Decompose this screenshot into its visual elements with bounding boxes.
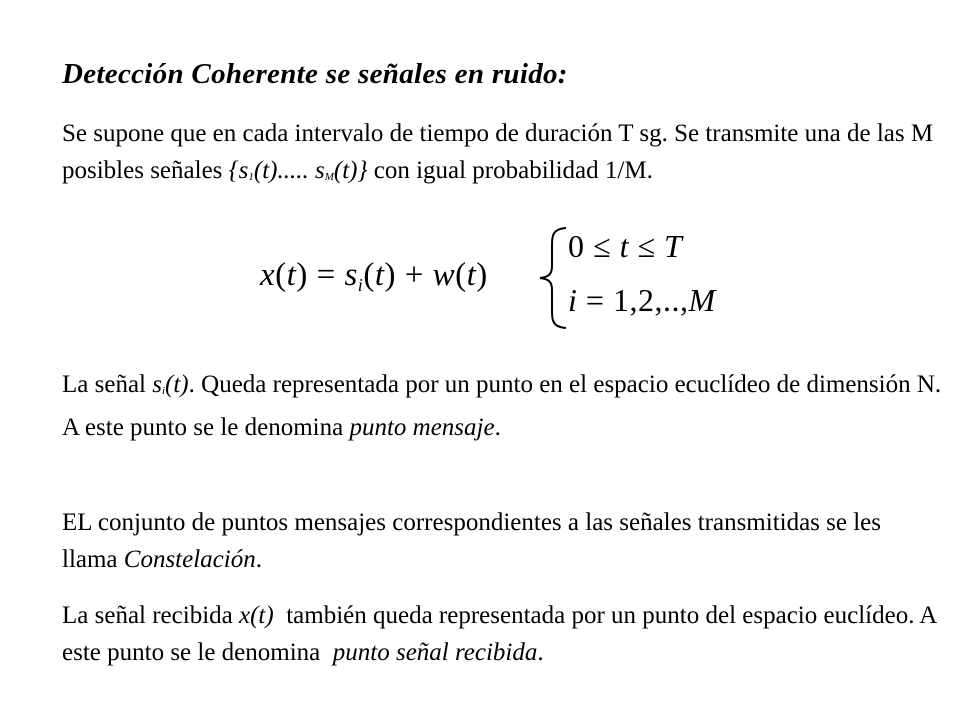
eq-sub-i: i bbox=[357, 275, 364, 295]
eq-t-2: t bbox=[374, 257, 385, 293]
p1-text: Se supone que en cada intervalo de tiempo de duración T sg. Se transmite una de las M posibles señales bbox=[62, 120, 934, 184]
eq-t-1: t bbox=[286, 257, 297, 293]
case2-i: i bbox=[568, 282, 578, 318]
case1-zero: 0 ≤ bbox=[568, 228, 620, 264]
signal-si bbox=[152, 371, 188, 398]
paragraph-received-signal bbox=[62, 598, 942, 671]
p2-text-end: . bbox=[494, 413, 501, 441]
eq-paren-open-2: ( bbox=[363, 257, 375, 293]
case2-M: M bbox=[688, 282, 716, 318]
p3-text: EL conjunto de puntos mensajes correspondientes a las señales transmitidas se les llama bbox=[62, 509, 882, 573]
left-brace-icon bbox=[532, 226, 572, 330]
si-s: s bbox=[152, 371, 162, 398]
received-signal-equation bbox=[260, 226, 720, 330]
si-t: (t) bbox=[165, 371, 189, 398]
paragraph-constellation bbox=[62, 505, 942, 578]
case2-rest: = 1,2,.., bbox=[577, 282, 689, 318]
p3-text-end: . bbox=[255, 545, 262, 573]
eq-paren-open-1: ( bbox=[275, 257, 287, 293]
received-signal-xt: x(t) bbox=[239, 602, 274, 629]
slide-title: Detección Coherente se señales en ruido: bbox=[62, 58, 568, 90]
case1-t: t bbox=[619, 228, 629, 264]
si-sub: i bbox=[161, 385, 166, 397]
p4-text-end: . bbox=[537, 638, 544, 666]
eq-plus: + bbox=[395, 257, 433, 293]
signal-set-open: {s bbox=[228, 156, 249, 184]
p4-text: La señal recibida bbox=[62, 602, 239, 629]
term-punto-senal-recibida: punto señal recibida bbox=[332, 638, 538, 666]
eq-paren-open-3: ( bbox=[455, 257, 467, 293]
subscript-1: 1 bbox=[248, 170, 254, 183]
eq-t-3: t bbox=[466, 257, 477, 293]
paragraph-message-point bbox=[62, 367, 942, 446]
eq-x: x bbox=[260, 257, 276, 293]
p4-text-mid: también queda representada por un punto del espacio euclídeo. A este punto se le denomina bbox=[62, 602, 943, 666]
case-index-range bbox=[568, 282, 716, 319]
paragraph-transmission bbox=[62, 116, 942, 195]
signal-set-close: (t)} bbox=[333, 156, 368, 184]
eq-paren-close-2: ) bbox=[384, 257, 396, 293]
case1-T: T bbox=[664, 228, 683, 264]
signal-set-mid: (t)..... s bbox=[253, 156, 325, 184]
signal-set bbox=[229, 157, 368, 184]
eq-w: w bbox=[432, 257, 456, 293]
case1-le: ≤ bbox=[628, 228, 665, 264]
eq-equals: = bbox=[307, 257, 345, 293]
p1-text-end: con igual probabilidad 1/M. bbox=[367, 156, 653, 184]
eq-s: s bbox=[344, 257, 358, 293]
p2-text-mid: . Queda representada por un punto en el espacio ecuclídeo de dimensión N. A este punto se le denomina bbox=[62, 371, 942, 441]
term-punto-mensaje: punto mensaje bbox=[349, 413, 495, 441]
eq-paren-close-1: ) bbox=[296, 257, 308, 293]
term-constelacion: Constelación bbox=[123, 545, 256, 573]
case-time-range bbox=[568, 228, 682, 265]
p2-text: La señal bbox=[62, 371, 153, 398]
subscript-m: M bbox=[324, 170, 334, 183]
equation-lhs bbox=[260, 257, 488, 296]
eq-paren-close-3: ) bbox=[476, 257, 488, 293]
